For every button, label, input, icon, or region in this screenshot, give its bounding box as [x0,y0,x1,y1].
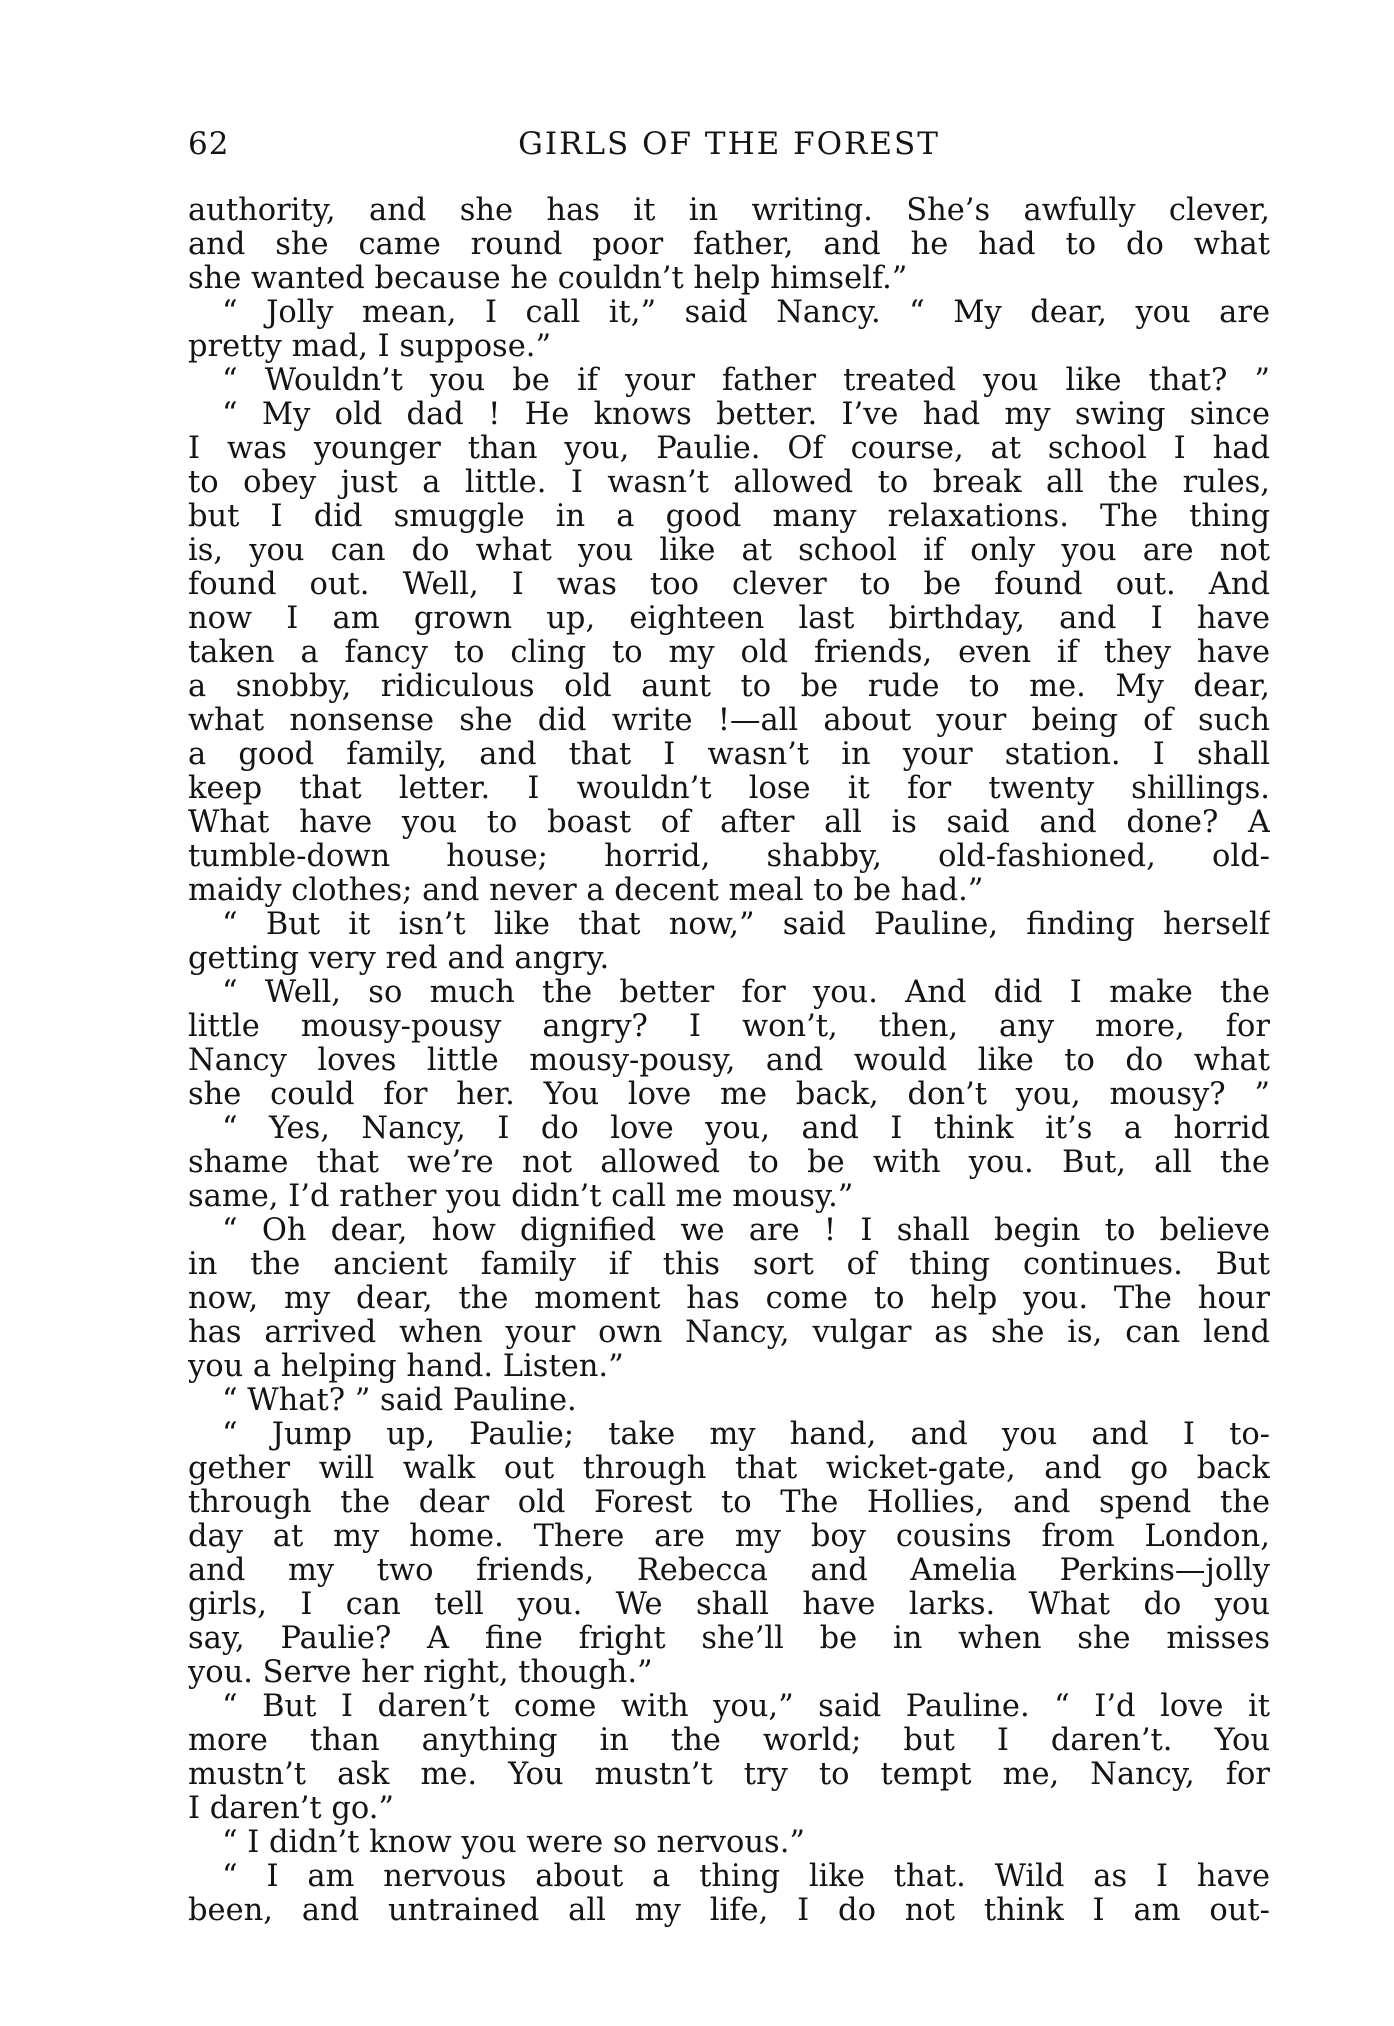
text-line: tumble-down house; horrid, shabby, old-fashioned, old- [188,840,1270,874]
body-text [188,194,1270,1928]
text-line: she could for her. You love me back, don’t you, mousy? ” [188,1078,1270,1112]
text-line: Nancy loves little mousy-pousy, and would like to do what [188,1044,1270,1078]
text-line: now, my dear, the moment has come to help you. The hour [188,1282,1270,1316]
text-line: mustn’t ask me. You mustn’t try to tempt me, Nancy, for [188,1758,1270,1792]
text-line: day at my home. There are my boy cousins from London, [188,1520,1270,1554]
text-line: she wanted because he couldn’t help himself.” [188,262,908,296]
text-line: gether will walk out through that wicket-gate, and go back [188,1452,1270,1486]
text-line: “ Wouldn’t you be if your father treated you like that? ” [222,364,1270,398]
text-line: taken a fancy to cling to my old friends, even if they have [188,636,1270,670]
text-line: found out. Well, I was too clever to be found out. And [188,568,1270,602]
text-line: “ Yes, Nancy, I do love you, and I think it’s a horrid [222,1112,1270,1146]
text-line: little mousy-pousy angry? I won’t, then, any more, for [188,1010,1270,1044]
text-line: and she came round poor father, and he had to do what [188,228,1270,262]
text-line: “ I didn’t know you were so nervous.” [222,1826,805,1860]
text-line: I was younger than you, Paulie. Of course, at school I had [188,432,1270,466]
text-line: “ Jolly mean, I call it,” said Nancy. “ My dear, you are [222,296,1270,330]
running-head [188,126,1270,170]
text-line: is, you can do what you like at school if only you are not [188,534,1270,568]
text-line: What have you to boast of after all is said and done? A [188,806,1270,840]
text-line: but I did smuggle in a good many relaxations. The thing [188,500,1270,534]
text-line: what nonsense she did write !—all about your being of such [188,704,1270,738]
book-title: GIRLS OF THE FOREST [518,126,940,162]
text-line: “ Oh dear, how dignified we are ! I shall begin to believe [222,1214,1270,1248]
text-line: a snobby, ridiculous old aunt to be rude to me. My dear, [188,670,1270,704]
text-line: I daren’t go.” [188,1792,395,1826]
text-line: more than anything in the world; but I daren’t. You [188,1724,1270,1758]
text-line: “ My old dad ! He knows better. I’ve had my swing since [222,398,1270,432]
text-line: authority, and she has it in writing. She’s awfully clever, [188,194,1270,228]
page-number: 62 [188,126,230,162]
text-line: maidy clothes; and never a decent meal to be had.” [188,874,984,908]
text-line: now I am grown up, eighteen last birthday, and I have [188,602,1270,636]
text-line: in the ancient family if this sort of thing continues. But [188,1248,1270,1282]
text-line: pretty mad, I suppose.” [188,330,552,364]
text-line: shame that we’re not allowed to be with you. But, all the [188,1146,1270,1180]
text-line: “ What? ” said Pauline. [222,1384,577,1418]
text-line: girls, I can tell you. We shall have larks. What do you [188,1588,1270,1622]
text-line: “ Jump up, Paulie; take my hand, and you and I to- [222,1418,1270,1452]
text-line: has arrived when your own Nancy, vulgar as she is, can lend [188,1316,1270,1350]
text-line: “ But I daren’t come with you,” said Pauline. “ I’d love it [222,1690,1270,1724]
text-line: a good family, and that I wasn’t in your station. I shall [188,738,1270,772]
text-line: same, I’d rather you didn’t call me mousy.” [188,1180,854,1214]
text-line: “ But it isn’t like that now,” said Pauline, finding herself [222,908,1270,942]
text-line: say, Paulie? A fine fright she’ll be in when she misses [188,1622,1270,1656]
text-line: to obey just a little. I wasn’t allowed to break all the rules, [188,466,1270,500]
text-line: through the dear old Forest to The Hollies, and spend the [188,1486,1270,1520]
text-line: “ Well, so much the better for you. And did I make the [222,976,1270,1010]
text-line: you a helping hand. Listen.” [188,1350,624,1384]
text-line: “ I am nervous about a thing like that. Wild as I have [222,1860,1270,1894]
text-line: you. Serve her right, though.” [188,1656,653,1690]
text-line: and my two friends, Rebecca and Amelia Perkins—jolly [188,1554,1270,1588]
text-line: getting very red and angry. [188,942,610,976]
text-line: keep that letter. I wouldn’t lose it for twenty shillings. [188,772,1270,806]
text-line: been, and untrained all my life, I do not think I am out- [188,1894,1270,1928]
